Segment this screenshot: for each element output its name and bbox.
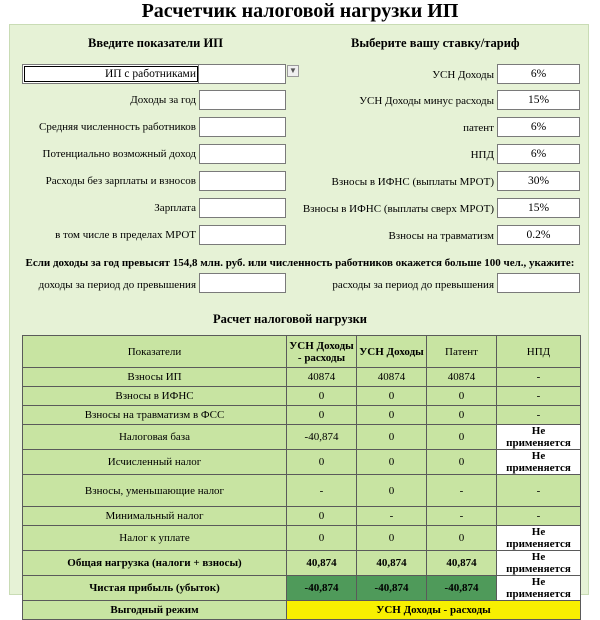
excess-label-income: доходы за период до превышения: [38, 279, 196, 291]
table-cell: -: [497, 387, 581, 406]
table-cell: 0: [357, 425, 427, 450]
table-cell: Не применяется: [497, 425, 581, 450]
table-row: [23, 450, 581, 475]
table-cell: -: [357, 507, 427, 526]
table-cell: 0: [287, 450, 357, 475]
table-cell: 0: [427, 425, 497, 450]
table-cell: 0: [287, 526, 357, 551]
rate-injury-input[interactable]: 0.2%: [497, 225, 580, 245]
table-row: [23, 387, 581, 406]
table-cell: -: [497, 475, 581, 507]
row-label: Налоговая база: [23, 425, 287, 450]
best-regime-row: [23, 601, 581, 620]
col-header-indicators: Показатели: [23, 336, 287, 368]
table-cell: 0: [427, 387, 497, 406]
field-label-expenses: Расходы без зарплаты и взносов: [45, 175, 196, 187]
best-regime-value: УСН Доходы - расходы: [287, 601, 581, 620]
rate-patent-input[interactable]: 6%: [497, 117, 580, 137]
entrepreneur-type-value: ИП с работниками: [23, 65, 199, 83]
table-row: [23, 368, 581, 387]
table-cell: 0: [357, 450, 427, 475]
table-cell: -40,874: [287, 425, 357, 450]
calc-heading: Расчет налоговой нагрузки: [213, 312, 368, 326]
table-row: [23, 551, 581, 576]
col-header-usn-income: УСН Доходы: [357, 336, 427, 368]
table-cell: Не применяется: [497, 576, 581, 601]
table-cell: 0: [357, 475, 427, 507]
table-cell: 0: [287, 406, 357, 425]
excess-income-input[interactable]: [199, 273, 286, 293]
field-label-income: Доходы за год: [130, 94, 196, 106]
table-cell: -: [427, 507, 497, 526]
row-label: Взносы ИП: [23, 368, 287, 387]
table-cell: 0: [427, 406, 497, 425]
table-cell: -: [497, 507, 581, 526]
table-cell: -: [497, 406, 581, 425]
field-label-employees: Средняя численность работников: [39, 121, 196, 133]
table-cell: 0: [357, 406, 427, 425]
rates-heading: Выберите вашу ставку/тариф: [351, 36, 520, 50]
chevron-down-icon[interactable]: ▼: [287, 65, 299, 77]
table-cell: 0: [357, 387, 427, 406]
rate-contrib-mrot-input[interactable]: 30%: [497, 171, 580, 191]
salary-mrot-input[interactable]: [199, 225, 286, 245]
rate-contrib-over-mrot-input[interactable]: 15%: [497, 198, 580, 218]
salary-input[interactable]: [199, 198, 286, 218]
col-header-npd: НПД: [497, 336, 581, 368]
row-label: Исчисленный налог: [23, 450, 287, 475]
table-cell: 40,874: [357, 551, 427, 576]
table-cell: -40,874: [427, 576, 497, 601]
field-label-salary-mrot: в том числе в пределах МРОТ: [55, 229, 196, 241]
row-label: Взносы на травматизм в ФСС: [23, 406, 287, 425]
field-label-potential-income: Потенциально возможный доход: [42, 148, 196, 160]
table-row: [23, 507, 581, 526]
rate-usn-income-minus-expenses-input[interactable]: 15%: [497, 90, 580, 110]
rate-label-usn-income-minus-expenses: УСН Доходы минус расходы: [359, 95, 494, 107]
income-input[interactable]: [199, 90, 286, 110]
table-cell: 40874: [427, 368, 497, 387]
table-cell: Не применяется: [497, 551, 581, 576]
row-label: Взносы, уменьшающие налог: [23, 475, 287, 507]
rate-label-patent: патент: [463, 122, 494, 134]
col-header-usn-income-minus-expenses: УСН Доходы - расходы: [287, 336, 357, 368]
table-cell: 0: [287, 387, 357, 406]
table-cell: 0: [357, 526, 427, 551]
table-row: [23, 425, 581, 450]
table-cell: Не применяется: [497, 450, 581, 475]
entrepreneur-type-select[interactable]: [22, 64, 286, 84]
field-label-salary: Зарплата: [154, 202, 196, 214]
table-row: [23, 475, 581, 507]
row-label: Общая нагрузка (налоги + взносы): [23, 551, 287, 576]
excess-expenses-input[interactable]: [497, 273, 580, 293]
table-cell: 40,874: [287, 551, 357, 576]
rate-label-injury: Взносы на травматизм: [388, 230, 494, 242]
table-cell: Не применяется: [497, 526, 581, 551]
table-cell: 0: [287, 507, 357, 526]
potential-income-input[interactable]: [199, 144, 286, 164]
row-label: Чистая прибыль (убыток): [23, 576, 287, 601]
table-cell: 0: [427, 526, 497, 551]
inputs-heading: Введите показатели ИП: [88, 36, 223, 50]
table-cell: 0: [427, 450, 497, 475]
col-header-patent: Патент: [427, 336, 497, 368]
table-cell: -: [427, 475, 497, 507]
table-cell: -40,874: [357, 576, 427, 601]
excess-note: Если доходы за год превысят 154,8 млн. руб. или численность работников окажется больше 100 чел., укажите:: [25, 257, 575, 269]
rate-usn-income-input[interactable]: 6%: [497, 64, 580, 84]
rate-label-contrib-over-mrot: Взносы в ИФНС (выплаты сверх МРОТ): [302, 203, 494, 215]
table-row-net-profit: [23, 576, 581, 601]
results-table: [22, 335, 581, 620]
table-cell: -40,874: [287, 576, 357, 601]
table-cell: 40874: [287, 368, 357, 387]
table-cell: -: [287, 475, 357, 507]
table-cell: 40,874: [427, 551, 497, 576]
table-row: [23, 406, 581, 425]
rate-label-npd: НПД: [470, 149, 494, 161]
expenses-input[interactable]: [199, 171, 286, 191]
row-label: Минимальный налог: [23, 507, 287, 526]
row-label: Взносы в ИФНС: [23, 387, 287, 406]
table-header-row: [23, 336, 581, 368]
table-row: [23, 526, 581, 551]
row-label: Налог к уплате: [23, 526, 287, 551]
rate-label-usn-income: УСН Доходы: [432, 69, 494, 81]
table-cell: -: [497, 368, 581, 387]
employees-input[interactable]: [199, 117, 286, 137]
rate-npd-input[interactable]: 6%: [497, 144, 580, 164]
best-regime-label: Выгодный режим: [23, 601, 287, 620]
table-cell: 40874: [357, 368, 427, 387]
rate-label-contrib-mrot: Взносы в ИФНС (выплаты МРОТ): [331, 176, 494, 188]
excess-label-expenses: расходы за период до превышения: [332, 279, 494, 291]
page-title: Расчетчик налоговой нагрузки ИП: [141, 0, 459, 22]
